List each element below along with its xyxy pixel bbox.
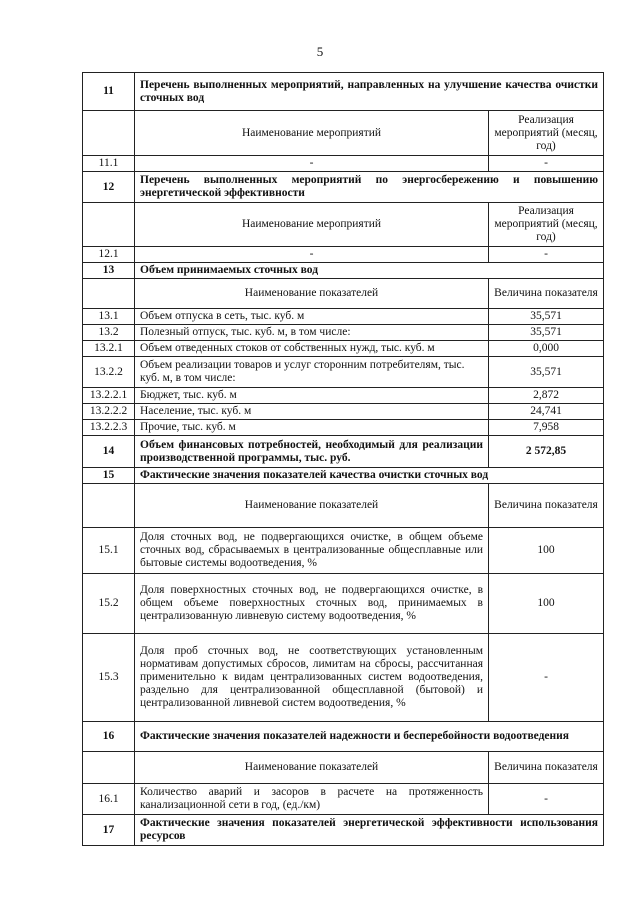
header-row [83, 279, 604, 309]
header-row [83, 484, 604, 528]
table-row [83, 325, 604, 341]
section-number: 11 [83, 73, 135, 111]
row-name: Объем отпуска в сеть, тыс. куб. м [135, 309, 489, 325]
row-number: 13.2.2.1 [83, 388, 135, 404]
header-row [83, 111, 604, 156]
header-row [83, 752, 604, 784]
production-program-table [82, 72, 604, 846]
section-title: Перечень выполненных мероприятий по энергосбережению и повышению энергетической эффективности [135, 172, 604, 203]
row-number: 13.1 [83, 309, 135, 325]
table-row [83, 784, 604, 815]
row-value: 35,571 [489, 309, 604, 325]
row-value: - [489, 247, 604, 263]
row-number: 13.2.2 [83, 357, 135, 388]
column-header-name: Наименование мероприятий [135, 111, 489, 156]
section-title: Объем финансовых потребностей, необходимый для реализации производственной программы, тыс. руб. [135, 436, 489, 468]
row-value: 100 [489, 574, 604, 634]
row-name: Бюджет, тыс. куб. м [135, 388, 489, 404]
section-number: 16 [83, 722, 135, 752]
column-header-value: Величина показателя [489, 484, 604, 528]
row-name: Объем отведенных стоков от собственных нужд, тыс. куб. м [135, 341, 489, 357]
section-title: Объем принимаемых сточных вод [135, 263, 604, 279]
column-header-value: Величина показателя [489, 752, 604, 784]
row-name: - [135, 247, 489, 263]
row-name: Доля сточных вод, не подвергающихся очистке, в общем объеме сточных вод, сбрасываемых в централизованные общесплавные или бытовые системы водоотведения, % [135, 528, 489, 574]
row-name: Объем реализации товаров и услуг сторонним потребителям, тыс. куб. м, в том числе: [135, 357, 489, 388]
row-number: 11.1 [83, 156, 135, 172]
row-number: 16.1 [83, 784, 135, 815]
column-header-value: Реализация мероприятий (месяц, год) [489, 203, 604, 247]
column-header-name: Наименование показателей [135, 484, 489, 528]
row-name: Количество аварий и засоров в расчете на протяженность канализационной сети в год, (ед./км) [135, 784, 489, 815]
row-name: Полезный отпуск, тыс. куб. м, в том числе: [135, 325, 489, 341]
section-row-16 [83, 722, 604, 752]
table-row [83, 404, 604, 420]
section-row-12 [83, 172, 604, 203]
column-header-name: Наименование показателей [135, 279, 489, 309]
row-number: 13.2.1 [83, 341, 135, 357]
section-row-14 [83, 436, 604, 468]
section-title: Фактические значения показателей энергетической эффективности использования ресурсов [135, 815, 604, 846]
column-header-name: Наименование показателей [135, 752, 489, 784]
table-row [83, 156, 604, 172]
row-value: - [489, 784, 604, 815]
section-number: 17 [83, 815, 135, 846]
section-number: 13 [83, 263, 135, 279]
row-number: 15.1 [83, 528, 135, 574]
table-row [83, 574, 604, 634]
row-number: 13.2 [83, 325, 135, 341]
row-value: - [489, 156, 604, 172]
section-value: 2 572,85 [489, 436, 604, 468]
row-number: 12.1 [83, 247, 135, 263]
section-title: Перечень выполненных мероприятий, направленных на улучшение качества очистки сточных вод [135, 73, 604, 111]
table-row [83, 357, 604, 388]
row-value: 0,000 [489, 341, 604, 357]
table-row [83, 420, 604, 436]
section-row-11 [83, 73, 604, 111]
page-number: 5 [316, 44, 324, 59]
table-row [83, 341, 604, 357]
column-header-name: Наименование мероприятий [135, 203, 489, 247]
section-title: Фактические значения показателей качества очистки сточных вод [135, 468, 604, 484]
table-row [83, 528, 604, 574]
row-name: Доля поверхностных сточных вод, не подвергающихся очистке, в общем объеме поверхностных сточных вод, принимаемых в централизованную ливневую систему водоотведения, % [135, 574, 489, 634]
row-number: 13.2.2.3 [83, 420, 135, 436]
table-row [83, 309, 604, 325]
section-row-15 [83, 468, 604, 484]
section-number: 12 [83, 172, 135, 203]
row-value: 2,872 [489, 388, 604, 404]
row-number: 15.3 [83, 634, 135, 722]
row-value: 100 [489, 528, 604, 574]
row-value: 7,958 [489, 420, 604, 436]
table-row [83, 247, 604, 263]
row-number: 13.2.2.2 [83, 404, 135, 420]
table-row [83, 634, 604, 722]
row-value: - [489, 634, 604, 722]
section-number: 15 [83, 468, 135, 484]
row-name: Прочие, тыс. куб. м [135, 420, 489, 436]
column-header-value: Реализация мероприятий (месяц, год) [489, 111, 604, 156]
row-value: 35,571 [489, 357, 604, 388]
header-row [83, 203, 604, 247]
column-header-value: Величина показателя [489, 279, 604, 309]
section-row-17 [83, 815, 604, 846]
row-name: - [135, 156, 489, 172]
row-value: 35,571 [489, 325, 604, 341]
table-row [83, 388, 604, 404]
row-name: Доля проб сточных вод, не соответствующих установленным нормативам допустимых сбросов, лимитам на сбросы, рассчитанная применительно к видам централизованных систем водоотведения, раздельно для централизованной общесплавной (бытовой) и централизованной ливневой систем водоотведения, % [135, 634, 489, 722]
row-value: 24,741 [489, 404, 604, 420]
section-title: Фактические значения показателей надежности и бесперебойности водоотведения [135, 722, 604, 752]
section-row-13 [83, 263, 604, 279]
section-number: 14 [83, 436, 135, 468]
row-name: Население, тыс. куб. м [135, 404, 489, 420]
row-number: 15.2 [83, 574, 135, 634]
